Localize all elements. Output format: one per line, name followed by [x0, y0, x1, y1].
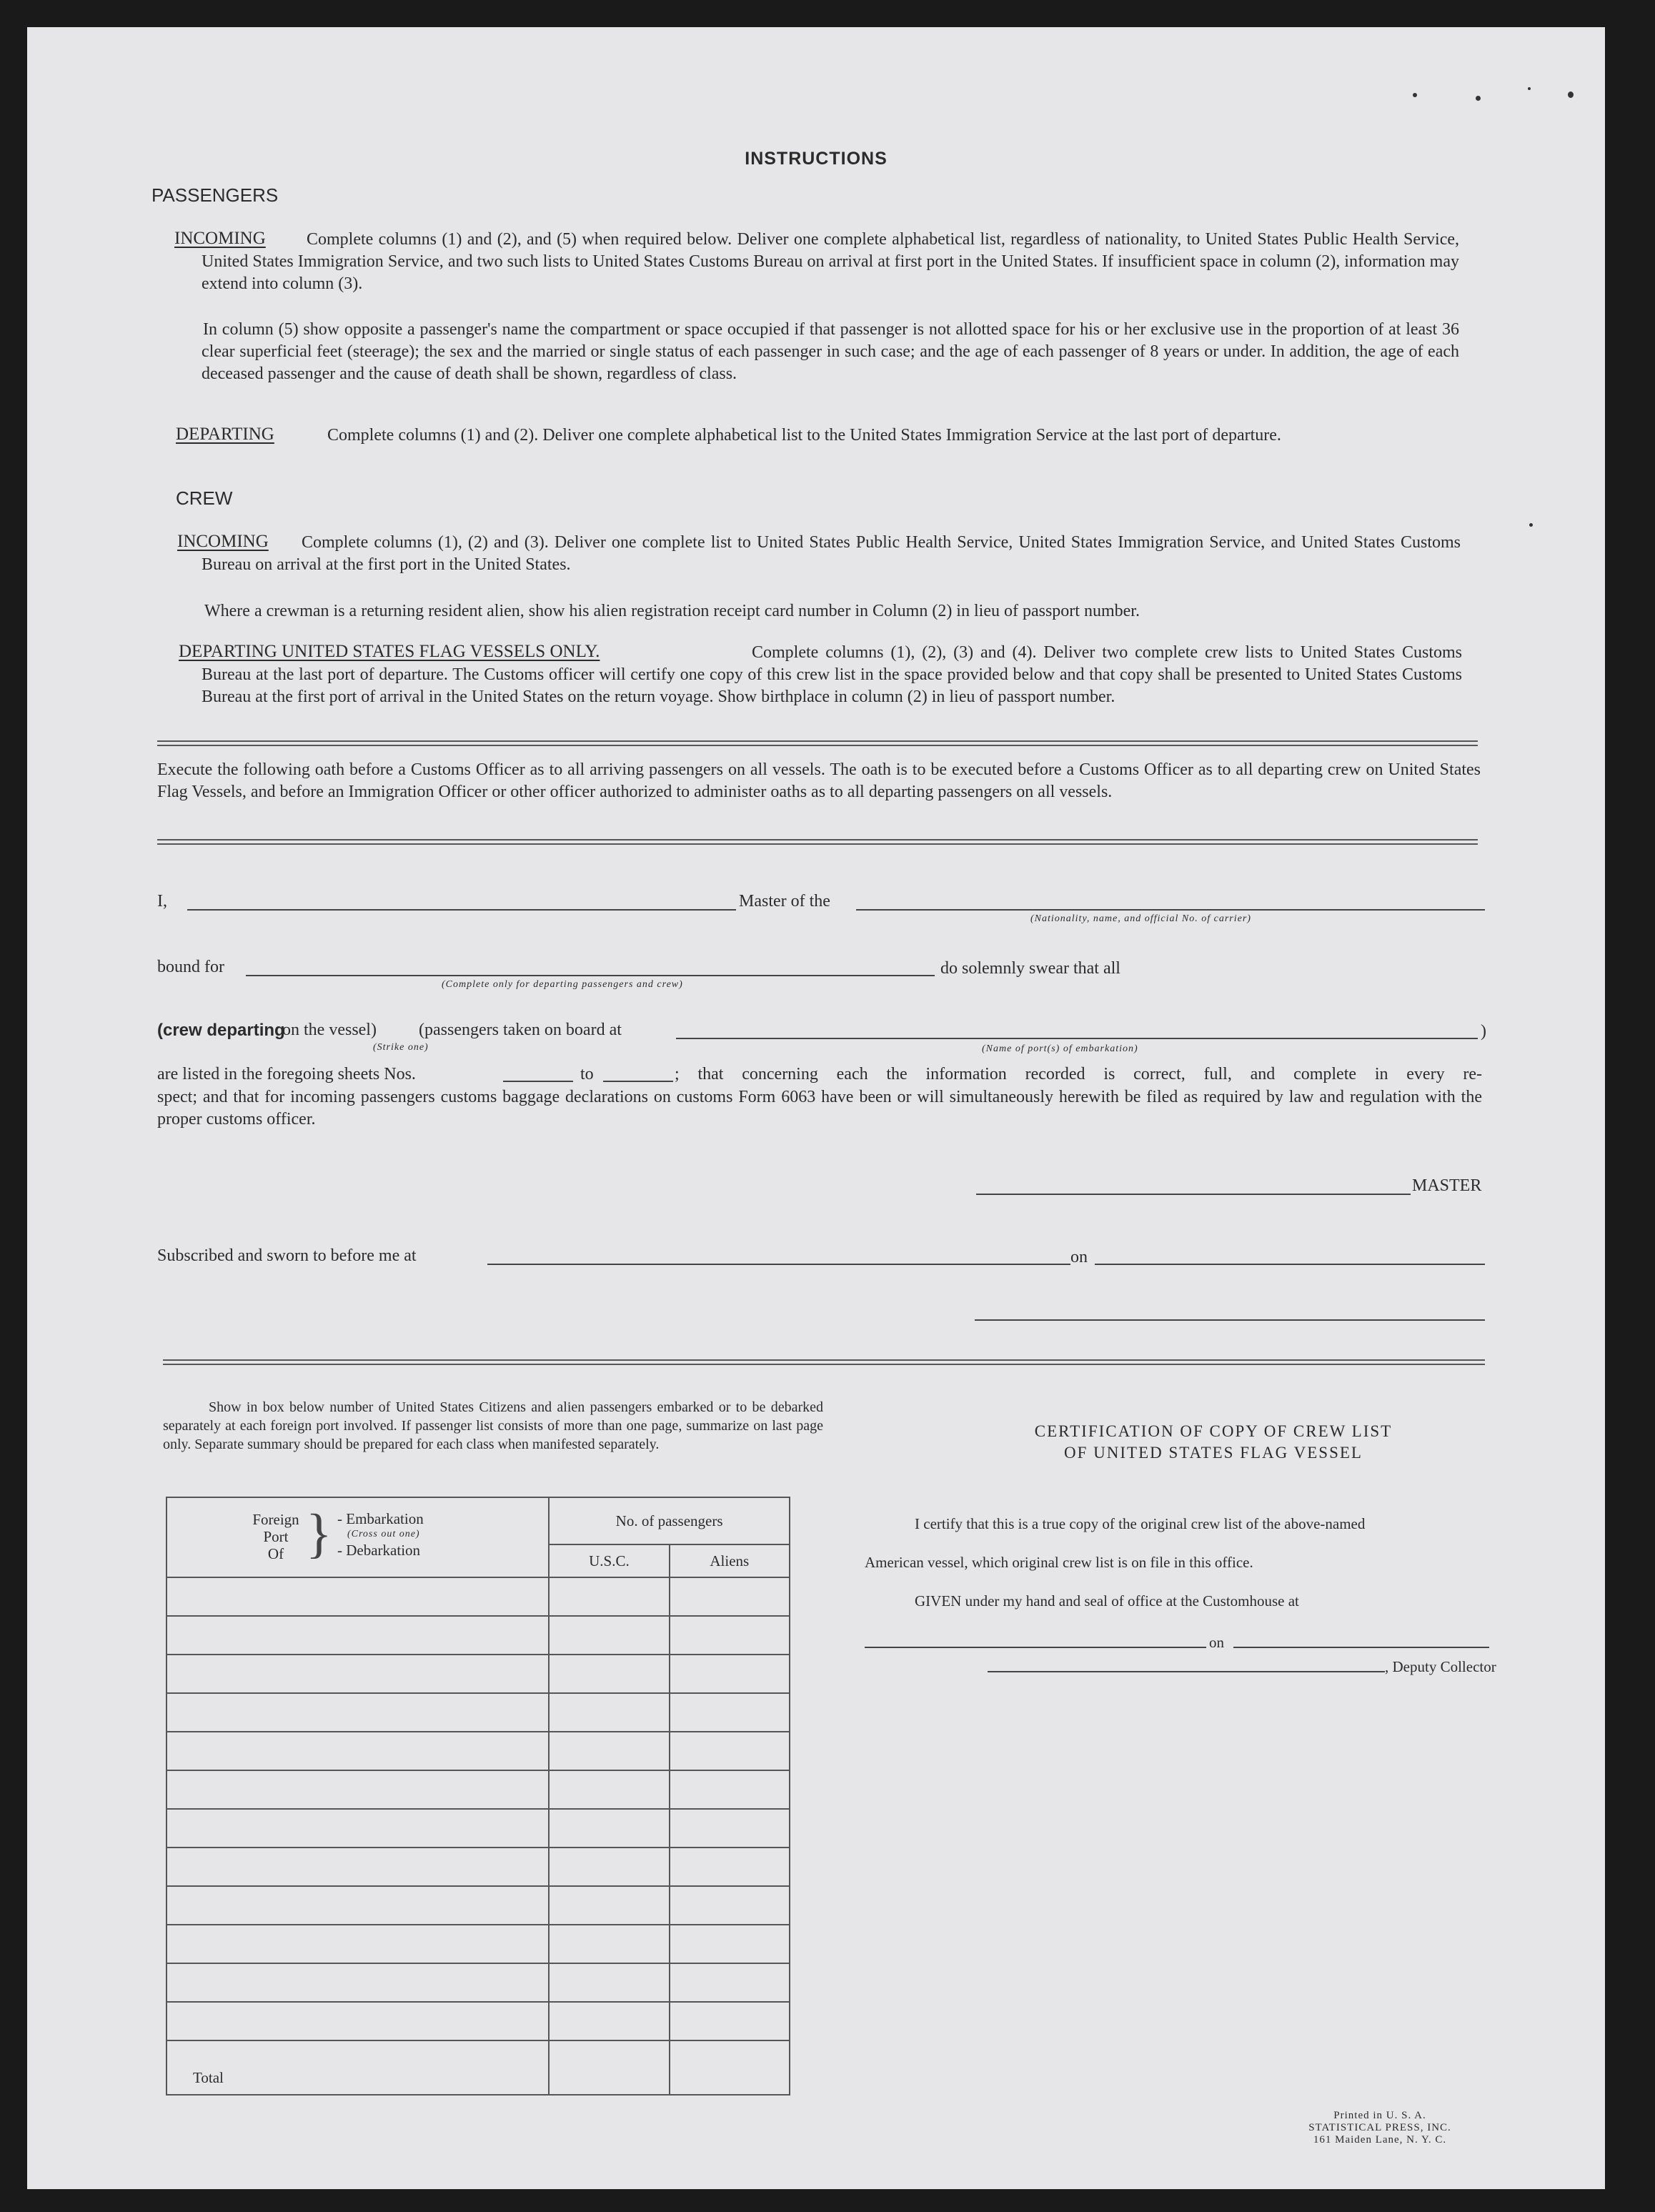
officer-signature-field[interactable]: [975, 1319, 1485, 1321]
deputy-collector-label: , Deputy Collector: [1385, 1658, 1496, 1675]
port-cell[interactable]: [167, 1886, 549, 1925]
port-cell[interactable]: [167, 2002, 549, 2040]
table-row: [167, 1848, 790, 1886]
aliens-cell[interactable]: [670, 1770, 790, 1809]
aliens-header: Aliens: [670, 1544, 790, 1577]
total-label: Total: [167, 2040, 549, 2095]
cross-out-caption: (Cross out one): [347, 1529, 420, 1539]
port-cell[interactable]: [167, 1577, 549, 1616]
summary-note: Show in box below number of United States Citizens and alien passengers embarked or to be debarked separately at each foreign port involved. If passenger list consists of more than one page, summarize on last page only. Separate summary should be prepared for each class when manifested separately.: [163, 1399, 823, 1452]
are-listed-text: are listed in the foregoing sheets Nos.: [157, 1065, 416, 1083]
certification-title-line1: CERTIFICATION OF COPY OF CREW LIST: [1034, 1422, 1393, 1440]
table-row: [167, 2002, 790, 2040]
certification-title: [892, 1421, 1535, 1464]
section-divider: [157, 740, 1478, 746]
usc-cell[interactable]: [549, 1732, 669, 1770]
foreign-port-header: [167, 1497, 549, 1577]
embarkation-options: [337, 1511, 424, 1558]
foreign-port-label: [247, 1511, 304, 1562]
aliens-cell[interactable]: [670, 1577, 790, 1616]
port-label: Port: [263, 1528, 289, 1545]
total-aliens-cell[interactable]: [670, 2040, 790, 2095]
sheet-from-field[interactable]: [503, 1081, 573, 1082]
page-title: INSTRUCTIONS: [745, 149, 888, 169]
usc-cell[interactable]: [549, 1886, 669, 1925]
passengers-departing-text: Complete columns (1) and (2). Deliver one complete alphabetical list to the United States Immigration Service at the last port of departure.: [327, 426, 1281, 445]
close-paren: ): [1481, 1022, 1486, 1041]
on-the-vessel-text: on the vessel): [282, 1021, 377, 1039]
certification-title-line2: OF UNITED STATES FLAG VESSEL: [1064, 1444, 1363, 1462]
sworn-on-date-field[interactable]: [1095, 1264, 1485, 1265]
passengers-incoming-text: Complete columns (1) and (2), and (5) when required below. Deliver one complete alphabetical list, regardless of nationality, to United States Public Health Service, United States Immigration Service, and two such lists to United States Customs Bureau on arrival at first port in the United States. If insufficient space in column (2), information may extend into column (3).: [202, 230, 1459, 293]
foreign-label: Foreign: [252, 1511, 299, 1528]
no-passengers-header: No. of passengers: [549, 1497, 790, 1544]
passenger-summary-table: [166, 1497, 790, 2096]
scan-speck: [1528, 87, 1531, 90]
crew-incoming-label: INCOMING: [177, 532, 269, 551]
aliens-cell[interactable]: [670, 2002, 790, 2040]
oath-i: I,: [157, 892, 167, 911]
usc-cell[interactable]: [549, 1577, 669, 1616]
section-divider: [163, 1359, 1485, 1365]
aliens-cell[interactable]: [670, 1925, 790, 1963]
column5-text: In column (5) show opposite a passenger's name the compartment or space occupied if that passenger is not allotted space for his or her exclusive use in the proportion of at least 36 clear superficial feet (steerage); the sex and the married or single status of each passenger in such case; and the age of each passenger of 8 years or under. In addition, the age of each deceased passenger and the cause of death shall be shown, regardless of class.: [202, 320, 1459, 383]
port-cell[interactable]: [167, 1848, 549, 1886]
oath-rest-text: spect; and that for incoming passengers customs baggage declarations on customs Form 6063 have been or will simultaneously herewith be filed as required by law and regulation with the proper customs officer.: [157, 1088, 1482, 1129]
on-text: on: [1070, 1248, 1088, 1266]
scan-speck: [1476, 96, 1481, 101]
section-divider: [157, 839, 1478, 845]
crew-incoming-text: Complete columns (1), (2) and (3). Deliver one complete list to United States Public Health Service, United States Immigration Service, and United States Customs Bureau on arrival at the first port in the United States.: [202, 533, 1461, 574]
total-row: [167, 2040, 790, 2095]
embarkation-label[interactable]: - Embarkation: [337, 1510, 424, 1527]
concerning-text: ; that concerning each the information recorded is correct, full, and complete in every re-: [675, 1065, 1482, 1083]
scan-speck: [1568, 91, 1574, 98]
usc-cell[interactable]: [549, 1770, 669, 1809]
table-row: [167, 1770, 790, 1809]
master-of-the-label: Master of the: [739, 892, 830, 911]
sheet-to-field[interactable]: [603, 1081, 673, 1082]
aliens-cell[interactable]: [670, 1655, 790, 1693]
complete-only-caption: (Complete only for departing passengers and crew): [442, 979, 683, 990]
port-cell[interactable]: [167, 1693, 549, 1732]
form-page: [27, 27, 1605, 2189]
aliens-cell[interactable]: [670, 1732, 790, 1770]
port-cell[interactable]: [167, 1616, 549, 1655]
aliens-cell[interactable]: [670, 1848, 790, 1886]
certify-line1: I certify that this is a true copy of the original crew list of the above-named: [915, 1515, 1366, 1532]
table-row: [167, 1963, 790, 2002]
printer-line1: Printed in U. S. A.: [1333, 2110, 1426, 2121]
usc-cell[interactable]: [549, 1809, 669, 1848]
usc-cell[interactable]: [549, 1616, 669, 1655]
usc-cell[interactable]: [549, 1925, 669, 1963]
master-label: MASTER: [1412, 1176, 1482, 1195]
passengers-departing-label: DEPARTING: [176, 425, 274, 444]
port-cell[interactable]: [167, 1770, 549, 1809]
table-row: [167, 1616, 790, 1655]
master-signature-field[interactable]: [976, 1194, 1411, 1195]
aliens-cell[interactable]: [670, 1886, 790, 1925]
passengers-heading: PASSENGERS: [151, 184, 279, 206]
customhouse-field[interactable]: [865, 1647, 1206, 1648]
crew-departing-label: DEPARTING UNITED STATES FLAG VESSELS ONLY.: [179, 642, 600, 661]
aliens-cell[interactable]: [670, 1693, 790, 1732]
passengers-incoming-label: INCOMING: [174, 229, 266, 248]
port-cell[interactable]: [167, 1809, 549, 1848]
embarkation-ports-field[interactable]: [676, 1038, 1478, 1039]
table-row: [167, 1809, 790, 1848]
ports-caption: (Name of port(s) of embarkation): [982, 1043, 1138, 1054]
crew-departing-text: Complete columns (1), (2), (3) and (4). Deliver two complete crew lists to United States Customs Bureau at the last port of departure. The Customs officer will certify one copy of this crew list in the space provided below and that copy shall be presented to United States Customs Bureau at the first port of arrival in the United States on the return voyage. Show birthplace in column (2) in lieu of passport number.: [202, 643, 1462, 706]
table-row: [167, 1655, 790, 1693]
crew-departing-option: (crew departing: [157, 1021, 285, 1040]
carrier-field[interactable]: [856, 909, 1485, 911]
port-cell[interactable]: [167, 1655, 549, 1693]
certify-line3: GIVEN under my hand and seal of office at the Customhouse at: [915, 1592, 1299, 1610]
usc-cell[interactable]: [549, 2002, 669, 2040]
scan-speck: [1413, 93, 1417, 97]
nationality-caption: (Nationality, name, and official No. of carrier): [1030, 913, 1251, 924]
port-cell[interactable]: [167, 1963, 549, 2002]
of-label: Of: [267, 1545, 284, 1562]
usc-cell[interactable]: [549, 1655, 669, 1693]
deputy-signature-field[interactable]: [988, 1671, 1385, 1672]
bound-for-field[interactable]: [246, 975, 935, 976]
table-row: [167, 1732, 790, 1770]
usc-cell[interactable]: [549, 1693, 669, 1732]
total-usc-cell[interactable]: [549, 2040, 669, 2095]
sworn-at-field[interactable]: [487, 1264, 1070, 1265]
certify-on-text: on: [1209, 1634, 1224, 1651]
table-row: [167, 1925, 790, 1963]
subscribed-text: Subscribed and sworn to before me at: [157, 1246, 417, 1265]
certify-date-field[interactable]: [1233, 1647, 1489, 1648]
oath-intro: Execute the following oath before a Customs Officer as to all arriving passengers on all vessels. The oath is to be executed before a Customs Officer as to all departing crew on United States Flag Vessels, and before an Immigration Officer or other officer authorized to administer oaths as to all departing passengers on all vessels.: [157, 760, 1481, 801]
table-row: [167, 1693, 790, 1732]
aliens-cell[interactable]: [670, 1809, 790, 1848]
table-row: [167, 1886, 790, 1925]
bound-for-label: bound for: [157, 958, 224, 976]
brace-icon: }: [306, 1504, 332, 1564]
usc-cell[interactable]: [549, 1963, 669, 2002]
master-name-field[interactable]: [187, 909, 736, 911]
crew-heading: CREW: [176, 487, 233, 509]
strike-one-caption: (Strike one): [373, 1042, 429, 1053]
aliens-cell[interactable]: [670, 1963, 790, 2002]
crew-resident-text: Where a crewman is a returning resident alien, show his alien registration receipt card number in Column (2) in lieu of passport number.: [204, 602, 1140, 620]
to-text: to: [580, 1065, 594, 1083]
passengers-taken-option: (passengers taken on board at: [419, 1021, 622, 1039]
printer-imprint: [1269, 2110, 1491, 2146]
aliens-cell[interactable]: [670, 1616, 790, 1655]
table-row: [167, 1577, 790, 1616]
scan-speck: [1529, 523, 1533, 527]
port-cell[interactable]: [167, 1925, 549, 1963]
solemnly-swear-text: do solemnly swear that all: [940, 959, 1120, 978]
printer-line3: 161 Maiden Lane, N. Y. C.: [1313, 2134, 1447, 2146]
usc-header: U.S.C.: [549, 1544, 669, 1577]
certify-line2: American vessel, which original crew list is on file in this office.: [865, 1554, 1253, 1571]
usc-cell[interactable]: [549, 1848, 669, 1886]
debarkation-label[interactable]: - Debarkation: [337, 1542, 421, 1559]
port-cell[interactable]: [167, 1732, 549, 1770]
printer-line2: STATISTICAL PRESS, INC.: [1308, 2122, 1451, 2133]
